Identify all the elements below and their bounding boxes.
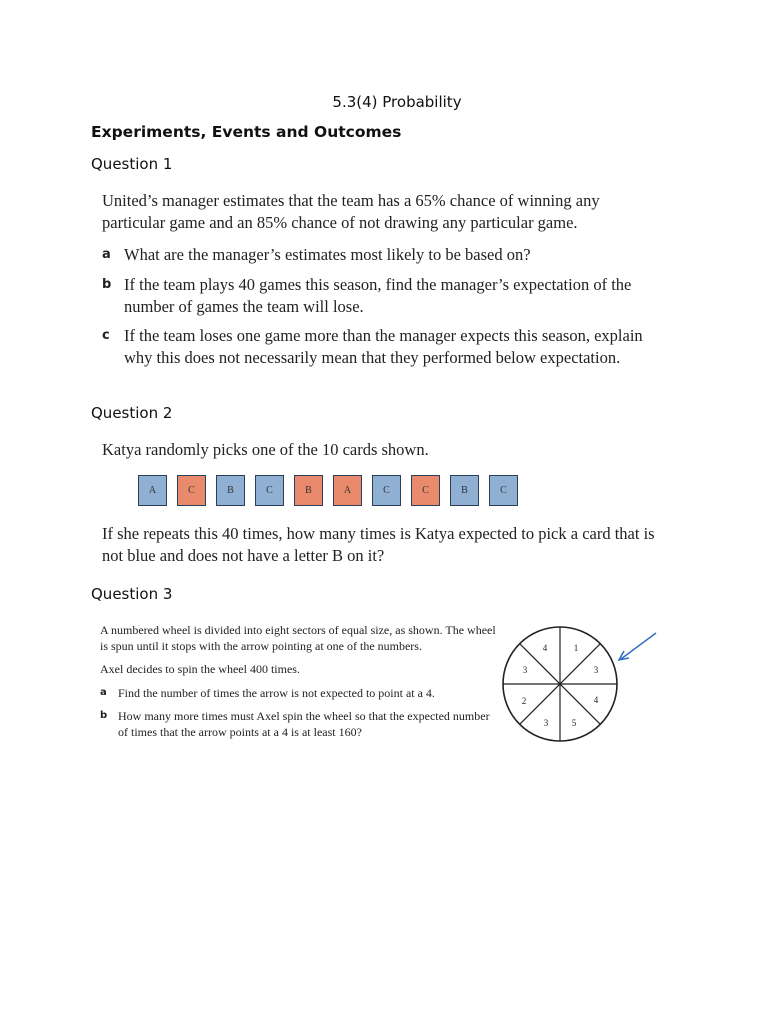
card bbox=[138, 475, 167, 506]
card bbox=[294, 475, 323, 506]
card bbox=[489, 475, 518, 506]
wheel-number: 4 bbox=[593, 695, 599, 705]
card bbox=[333, 475, 362, 506]
part-text: What are the manager’s estimates most likely to be based on? bbox=[124, 245, 531, 264]
part-letter: c bbox=[102, 328, 110, 343]
card-letter: C bbox=[188, 485, 195, 496]
section-heading: Experiments, Events and Outcomes bbox=[91, 123, 402, 141]
question-3-intro: A numbered wheel is divided into eight sectors of equal size, as shown. The wheel is spun until it stops with the arrow pointing at one of the numbers. bbox=[100, 623, 496, 653]
page-title: 5.3(4) Probability bbox=[332, 93, 462, 111]
numbered-wheel bbox=[500, 620, 670, 755]
pointer-arrow-icon bbox=[619, 633, 656, 660]
card bbox=[411, 475, 440, 506]
card-row bbox=[138, 475, 518, 506]
card-letter: B bbox=[227, 485, 234, 496]
card bbox=[216, 475, 245, 506]
card bbox=[450, 475, 479, 506]
part-text: How many more times must Axel spin the wheel so that the expected number of times that the arrow points at a 4 is at least 160? bbox=[118, 709, 490, 739]
card-letter: C bbox=[422, 485, 429, 496]
question-1-part-b bbox=[102, 274, 662, 318]
question-3-label: Question 3 bbox=[91, 585, 173, 603]
wheel-number: 3 bbox=[593, 665, 599, 675]
question-1-label: Question 1 bbox=[91, 155, 173, 173]
wheel-number: 4 bbox=[542, 643, 548, 653]
wheel-number: 2 bbox=[521, 696, 527, 706]
card-letter: A bbox=[148, 485, 157, 496]
card-letter: A bbox=[343, 485, 352, 496]
question-1-part-c bbox=[102, 325, 662, 369]
part-letter: a bbox=[100, 687, 107, 698]
question-2-label: Question 2 bbox=[91, 404, 173, 422]
card bbox=[177, 475, 206, 506]
card-letter: B bbox=[305, 485, 312, 496]
wheel-number: 3 bbox=[543, 718, 549, 728]
wheel-number: 1 bbox=[573, 643, 579, 653]
card bbox=[255, 475, 284, 506]
card-letter: B bbox=[461, 485, 468, 496]
part-letter: a bbox=[102, 247, 111, 262]
part-text: Find the number of times the arrow is not expected to point at a 4. bbox=[118, 686, 435, 700]
wheel-number: 3 bbox=[522, 665, 528, 675]
wheel-number: 5 bbox=[571, 718, 577, 728]
question-2-body: If she repeats this 40 times, how many times is Katya expected to pick a card that is not blue and does not have a letter B on it? bbox=[102, 524, 655, 565]
part-text: If the team plays 40 games this season, find the manager’s expectation of the number of games the team will lose. bbox=[124, 275, 632, 316]
question-3-line2: Axel decides to spin the wheel 400 times. bbox=[100, 662, 300, 676]
question-3-part-b bbox=[100, 708, 500, 740]
card-letter: C bbox=[383, 485, 390, 496]
question-3-part-a bbox=[100, 685, 500, 701]
question-1-intro: United’s manager estimates that the team has a 65% chance of winning any particular game and an 85% chance of not drawing any particular game. bbox=[102, 191, 600, 232]
question-2-intro: Katya randomly picks one of the 10 cards shown. bbox=[102, 440, 429, 459]
card-letter: C bbox=[266, 485, 273, 496]
part-letter: b bbox=[102, 277, 112, 292]
question-1-part-a bbox=[102, 244, 662, 266]
card bbox=[372, 475, 401, 506]
card-letter: C bbox=[500, 485, 507, 496]
part-letter: b bbox=[100, 710, 108, 721]
part-text: If the team loses one game more than the manager expects this season, explain why this does not necessarily mean that they performed below expectation. bbox=[124, 326, 643, 367]
